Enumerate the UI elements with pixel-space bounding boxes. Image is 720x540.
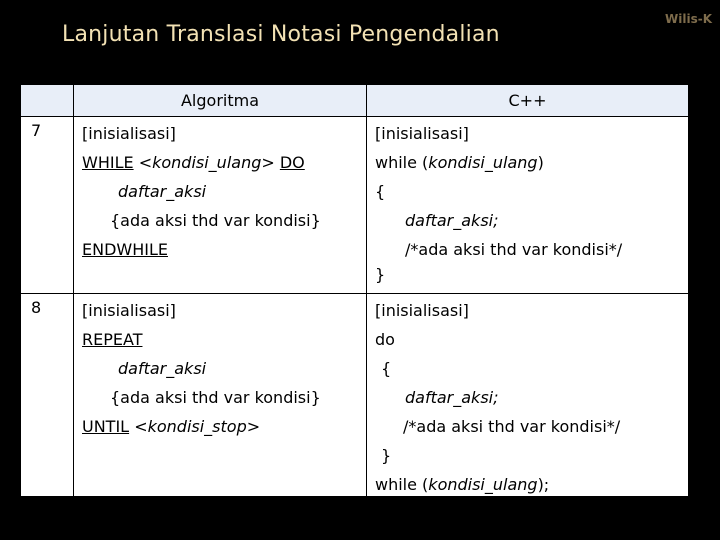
code-line: [inisialisasi]	[82, 124, 176, 143]
condition: kondisi_ulang	[428, 475, 538, 494]
code-line: REPEAT	[82, 330, 143, 349]
code-line: ENDWHILE	[82, 240, 168, 259]
header-number	[21, 85, 74, 117]
code-line: daftar_aksi;	[405, 388, 499, 407]
code-line: /*ada aksi thd var kondisi*/	[405, 240, 623, 259]
condition: <kondisi_ulang>	[138, 153, 275, 172]
code-line: daftar_aksi	[118, 182, 207, 201]
keyword: WHILE	[82, 153, 134, 172]
condition: <kondisi_stop>	[134, 417, 261, 436]
code-line: [inisialisasi]	[82, 301, 176, 320]
code-line: /*ada aksi thd var kondisi*/	[403, 417, 621, 436]
keyword: DO	[279, 153, 305, 172]
translation-table	[20, 84, 688, 496]
code-line	[375, 148, 688, 177]
code-line: {	[381, 359, 392, 378]
code-line: [inisialisasi]	[375, 301, 469, 320]
algoritma-cell	[74, 294, 367, 502]
condition: kondisi_ulang	[428, 153, 538, 172]
table-row	[21, 117, 689, 294]
code-line	[82, 412, 366, 441]
keyword: while (	[375, 475, 429, 494]
header-cpp: C++	[367, 85, 689, 117]
slide-title: Lanjutan Translasi Notasi Pengendalian	[62, 22, 500, 47]
code-line: {	[375, 182, 386, 201]
code-line	[82, 148, 366, 177]
algoritma-cell	[74, 117, 367, 294]
code-line: [inisialisasi]	[375, 124, 469, 143]
author-label: Wilis-K	[665, 12, 712, 26]
table-header-row	[21, 85, 689, 117]
code-line: daftar_aksi	[118, 359, 207, 378]
code-line: daftar_aksi;	[405, 211, 499, 230]
table-row	[21, 294, 689, 502]
header-algoritma: Algoritma	[74, 85, 367, 117]
code-line: do	[375, 330, 395, 349]
code-line: }	[375, 265, 386, 284]
cpp-cell	[367, 117, 689, 294]
code-line: }	[381, 446, 392, 465]
punctuation: );	[537, 475, 550, 494]
code-line: {ada aksi thd var kondisi}	[110, 211, 321, 230]
code-line	[375, 470, 688, 499]
keyword: UNTIL	[82, 417, 130, 436]
row-number: 8	[21, 294, 74, 502]
row-number: 7	[21, 117, 74, 294]
keyword: while (	[375, 153, 429, 172]
punctuation: )	[537, 153, 544, 172]
cpp-cell	[367, 294, 689, 502]
code-line: {ada aksi thd var kondisi}	[110, 388, 321, 407]
